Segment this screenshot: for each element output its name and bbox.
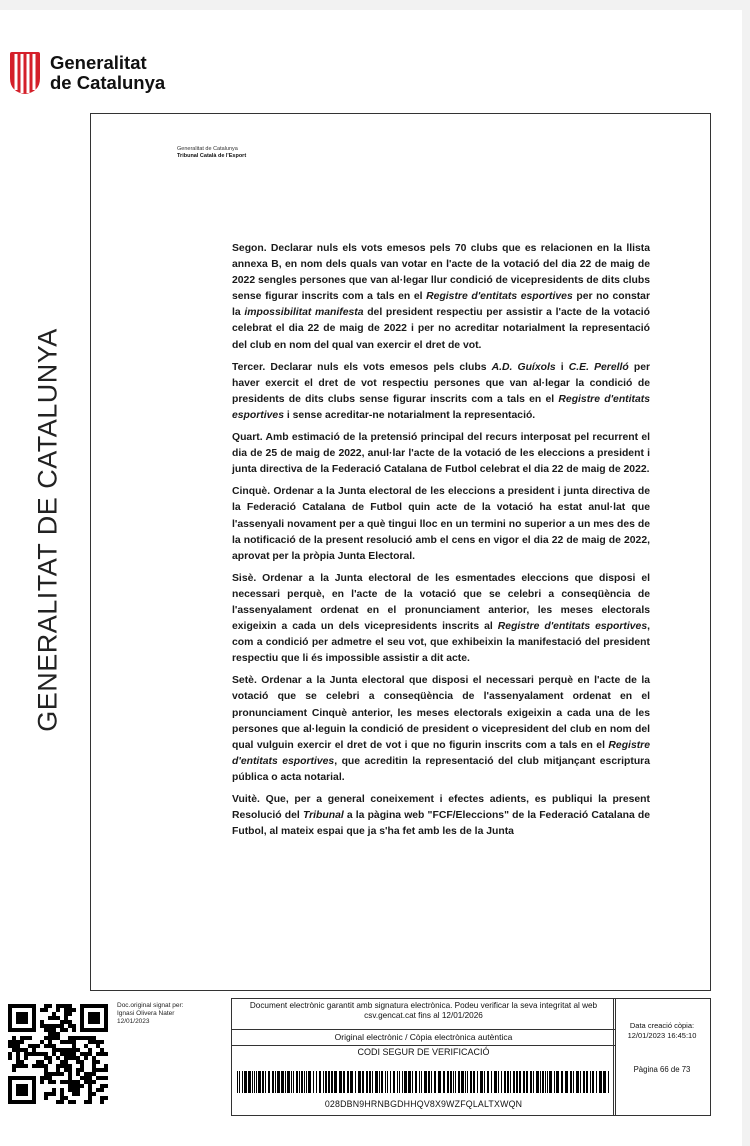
signed-by: Doc.original signat per: Ignasi Olivera Nater 12/01/2023 — [117, 1002, 184, 1025]
generalitat-logo — [8, 50, 165, 96]
document-header — [177, 146, 246, 159]
header-unit: Tribunal Català de l'Esport — [177, 152, 247, 159]
paragraph-cinque: Cinquè. Ordenar a la Junta electoral de les eleccions a president i junta directiva de la Federació Catalana de Futbol quin acte de la votació ha estat anul·lat que l'assenyali novament per a què tingui lloc en un termini no superior a un mes des de la notificació de la present resolució amb el cens en vigor el dia 22 de maig de 2022, aprovat per la pròpia Junta Electoral. — [232, 486, 650, 562]
logo-line-1: Generalitat — [50, 52, 147, 73]
header-org: Generalitat de Catalunya — [177, 146, 238, 152]
signature-notice: Document electrònic garantit amb signatura electrònica. Podeu verificar la seva integritat al web csv.gencat.cat fins al 12/01/2026 — [249, 1001, 598, 1020]
qr-code — [8, 1004, 108, 1104]
copy-info-box — [613, 998, 711, 1116]
resolution-text — [232, 241, 650, 846]
verification-box — [231, 998, 616, 1116]
original-label: Original electrònic / Còpia electrònica autèntica — [334, 1032, 513, 1042]
document-page — [0, 10, 742, 1146]
page-number: Pàgina 66 de 73 — [633, 1065, 691, 1074]
barcode — [237, 1071, 609, 1093]
verification-footer — [0, 998, 742, 1120]
verification-code: 028DBN9HRNBGDHHQV8X9WZFQLALTXWQN — [324, 1099, 523, 1109]
paragraph-sete: Setè. Ordenar a la Junta electoral que disposi el necessari perquè en l'acte de la votació que se celebri a conseqüència de l'assenyalament ordenat en el pronunciament Cinquè anterior, les meses electorals exigeixin a cada una de les persones que al·leguin la condició de president o vicepresident del club en nom del qual vulguin exercir el dret de vot i que no figurin inscrits com a tals en el Registre d'entitats esportives, que acreditin la representació del club mitjançant escriptura pública o acta notarial. — [232, 675, 650, 783]
logo-line-2: de Catalunya — [50, 72, 166, 93]
paragraph-quart: Quart. Amb estimació de la pretensió principal del recurs interposat pel recurrent el dia de 25 de maig de 2022, anul·lar l'acte de la votació de les eleccions a president i junta directiva de la Federació Catalana de Futbol celebrat el dia 22 de maig de 2022. — [232, 432, 650, 476]
paragraph-tercer: Tercer. Declarar nuls els vots emesos pels clubs A.D. Guíxols i C.E. Perelló per haver exercit el dret de vot respectiu persones que van al·legar la condició de presidents de dits clubs sense figurar inscrits com a tals en el Registre d'entitats esportives i sense acreditar-ne notarialment la representació. — [232, 361, 651, 421]
csv-title: CODI SEGUR DE VERIFICACIÓ — [357, 1047, 490, 1057]
paragraph-segon: Segon. Declarar nuls els vots emesos pels 70 clubs que es relacionen en la llista annexa B, en nom dels quals van votar en l'acte de la votació del dia 22 de maig de 2022 sengles persones que van al·legar llur condició de vicepresidents de dits clubs sense figurar inscrits com a tals en el Registre d'entitats esportives per no constar la impossibilitat manifesta del president respectiu per assistir a l'acte de la votació celebrat el dia 22 de maig de 2022 i per no acreditar notarialment la representació del club en nom del qual van exercir el dret de vot. — [232, 243, 650, 351]
senyera-icon — [8, 50, 42, 96]
document-frame — [90, 113, 711, 991]
copy-date: Data creació còpia: 12/01/2023 16:45:10 — [627, 1021, 697, 1040]
paragraph-sise: Sisè. Ordenar a la Junta electoral de les esmentades eleccions que disposi el necessari perquè, en l'acte de la votació que se celebri a conseqüència de l'assenyalament ordenat en el pronunciament anterior, les meses electorals exigeixin a cada un dels vicepresidents inscrits al Registre d'entitats esportives, com a condició per admetre el seu vot, que exhibeixin la manifestació del president respectiu que li és impossible assistir a dit acte. — [232, 572, 650, 665]
paragraph-vuite: Vuitè. Que, per a general coneixement i efectes adients, es publiqui la present Resolució del Tribunal a la pàgina web "FCF/Eleccions" de la Federació Catalana de Futbol, al mateix espai que ja s'ha fet amb les de la Junta — [232, 794, 650, 838]
vertical-brand-text: GENERALITAT DE CATALUNYA — [32, 328, 63, 732]
